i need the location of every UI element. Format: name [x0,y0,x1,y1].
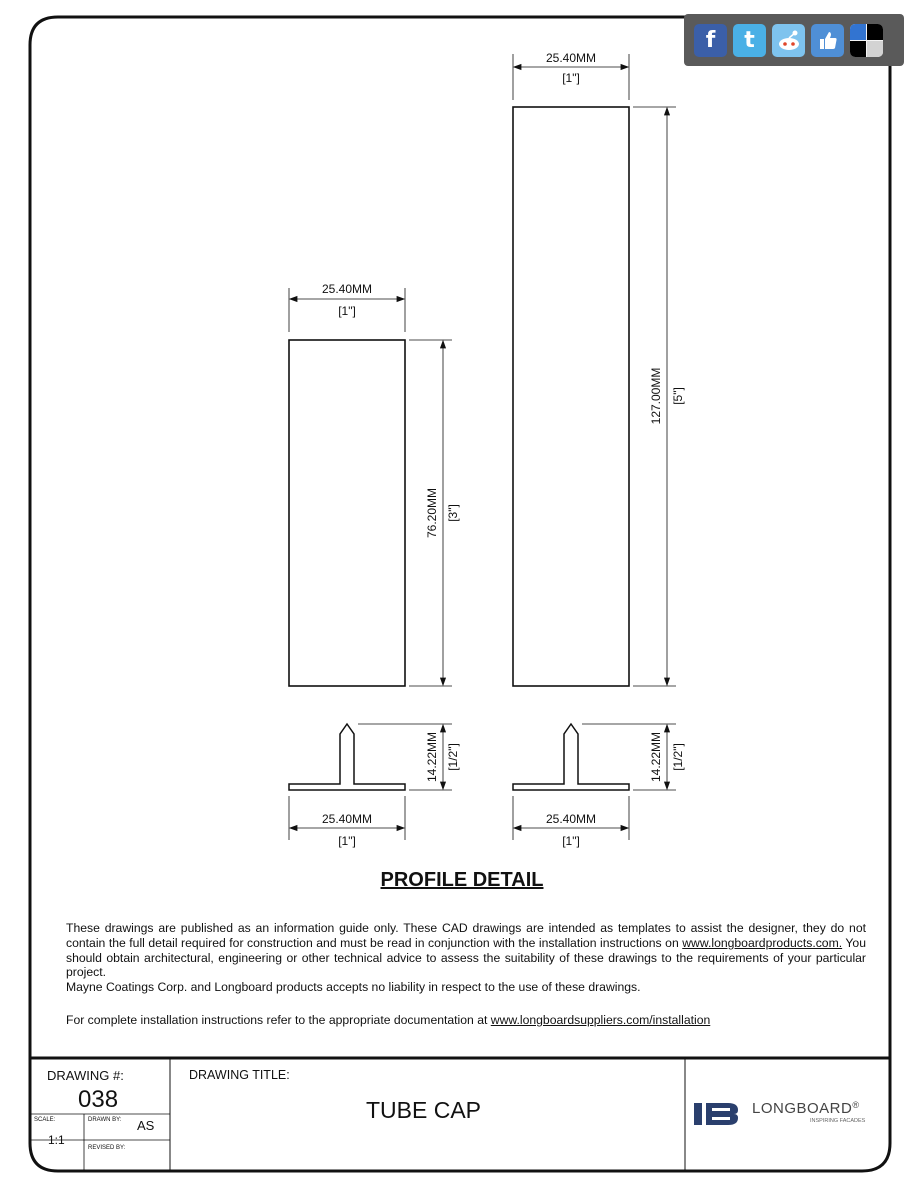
disclaimer-text-part: These drawings are published as an information guide only. These CAD drawings are intended as templates to assist the designer, they do not contain the full detail required for construction and must be read in conjunction with the installation instructions on [66,921,866,950]
short-height-mm: 76.20MM [425,487,439,539]
reddit-share-button[interactable] [772,24,805,57]
thumbs-up-icon [817,29,839,51]
drawing-title: TUBE CAP [366,1097,482,1123]
drawn-by-value: AS [137,1118,155,1133]
right-profile-height-mm: 14.22MM [649,731,663,783]
facebook-icon: f [705,27,716,53]
right-profile-height-in: [1/2"] [671,743,685,771]
right-profile-section [513,724,629,790]
disclaimer-paragraph-1 [66,921,866,980]
like-share-button[interactable] [811,24,844,57]
left-profile-height-mm: 14.22MM [425,731,439,783]
short-width-in: [1"] [338,304,356,318]
short-height-in: [3"] [446,504,460,522]
brand-wordmark: LONGBOARD [752,1100,853,1117]
disclaimer-text-part: You should obtain architectural, engineering or other technical advice to assess the suitability of these drawings to the requirements of your particular project. [66,935,866,980]
brand-tagline: INSPIRING FACADES [810,1118,866,1124]
right-profile-width-in: [1"] [562,834,580,848]
tall-width-in: [1"] [562,71,580,85]
short-cap-elevation [289,340,405,686]
profile-detail-heading: PROFILE DETAIL [380,869,544,891]
tall-cap-elevation [513,107,629,686]
longboardproducts-link[interactable]: www.longboardproducts.com. [682,935,843,950]
sheet-border [30,17,890,1171]
drawn-by-label: DRAWN BY: [88,1117,122,1123]
left-profile-width-mm: 25.40MM [321,812,373,826]
installation-link[interactable]: www.longboardsuppliers.com/installation [490,1013,711,1027]
delicious-icon-quadrant [867,41,883,57]
disclaimer-text [66,921,866,995]
drawing-number: 038 [78,1086,119,1113]
delicious-icon-quadrant [867,24,883,40]
revised-by-label: REVISED BY: [88,1145,126,1151]
delicious-icon [850,24,866,40]
right-profile-width-mm: 25.40MM [545,812,597,826]
scale-label: SCALE: [34,1117,56,1123]
tall-height-in: [5"] [671,387,685,405]
installation-note [66,1013,710,1027]
scale-value: 1:1 [48,1133,65,1147]
registered-mark: ® [852,1100,860,1110]
longboard-logo-icon [694,1103,738,1125]
delicious-icon-quadrant [850,41,866,57]
delicious-share-button[interactable] [850,24,883,57]
left-profile-section [289,724,405,790]
left-profile-width-in: [1"] [338,834,356,848]
tall-width-mm: 25.40MM [545,51,597,65]
tall-height-mm: 127.00MM [649,367,663,425]
brand-name [752,1100,860,1117]
short-width-mm: 25.40MM [321,282,373,296]
reddit-icon [776,29,802,51]
facebook-share-button[interactable] [694,24,727,57]
social-share-bar [684,14,904,66]
twitter-share-button[interactable] [733,24,766,57]
left-profile-height-in: [1/2"] [446,743,460,771]
drawing-title-label: DRAWING TITLE: [189,1068,290,1082]
disclaimer-paragraph-2: Mayne Coatings Corp. and Longboard products accepts no liability in respect to the use of these drawings. [66,980,641,995]
twitter-icon: t [744,27,755,53]
drawing-number-label: DRAWING #: [47,1068,124,1083]
installation-note-text: For complete installation instructions refer to the appropriate documentation at [66,1013,491,1027]
